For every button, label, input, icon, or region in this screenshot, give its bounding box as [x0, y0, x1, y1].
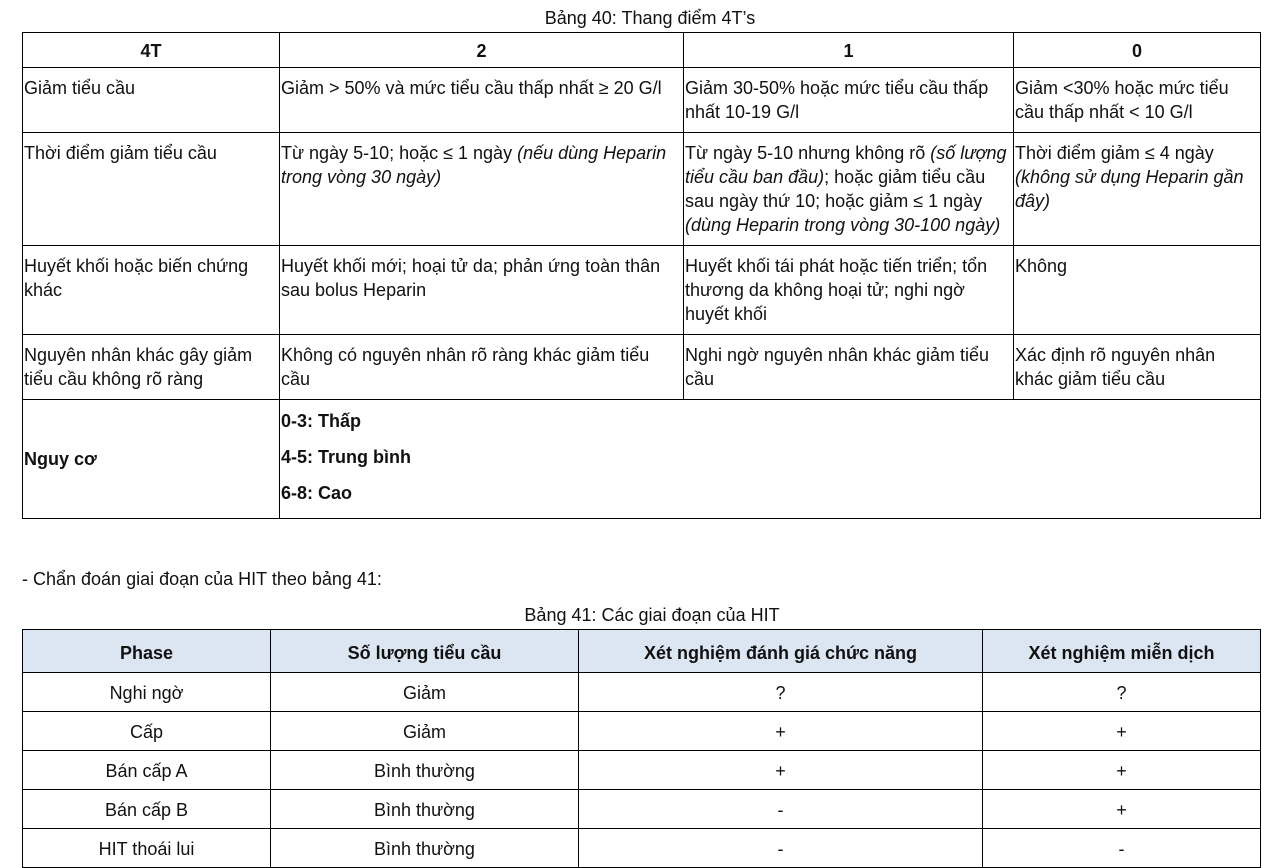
- table-row: [23, 133, 1261, 246]
- cell-text: Nghi ngờ nguyên nhân khác giảm tiểu cầu: [685, 345, 990, 389]
- risk-levels: [280, 400, 1261, 519]
- table-row: [23, 68, 1261, 133]
- risk-row: [23, 400, 1261, 519]
- score-cell-0: [1014, 133, 1261, 246]
- table-cell: +: [983, 751, 1261, 790]
- cell-note: (không sử dụng Heparin gần đây): [1015, 167, 1244, 211]
- table-40-caption: Bảng 40: Thang điểm 4T’s: [544, 8, 756, 28]
- criterion-cell: Huyết khối hoặc biến chứng khác: [23, 246, 280, 335]
- table-cell: Bình thường: [271, 790, 579, 829]
- table-cell: ?: [983, 673, 1261, 712]
- column-header: 2: [280, 33, 684, 68]
- cell-text: Giảm > 50% và mức tiểu cầu thấp nhất ≥ 20 G/l: [281, 78, 662, 98]
- table-row: [23, 673, 1261, 712]
- risk-level-high: 6-8: Cao: [281, 483, 353, 503]
- table-cell: Nghi ngờ: [23, 673, 271, 712]
- table-cell: HIT thoái lui: [23, 829, 271, 868]
- score-cell-2: [280, 133, 684, 246]
- table-hit-phases: [22, 629, 1261, 868]
- cell-text: Huyết khối mới; hoại tử da; phản ứng toàn thân sau bolus Heparin: [281, 256, 661, 300]
- criterion-cell: Nguyên nhân khác gây giảm tiểu cầu không rõ ràng: [23, 335, 280, 400]
- score-cell-1: [684, 335, 1014, 400]
- cell-text: Không có nguyên nhân rõ ràng khác giảm tiểu cầu: [281, 345, 650, 389]
- cell-note: (số lượng tiểu cầu ban đầu): [685, 143, 1007, 187]
- cell-text: Giảm 30-50% hoặc mức tiểu cầu thấp nhất 10-19 G/l: [685, 78, 989, 122]
- table-header-row: [23, 630, 1261, 673]
- table-cell: Bán cấp B: [23, 790, 271, 829]
- cell-text: Từ ngày 5-10 nhưng không rõ: [685, 143, 931, 163]
- score-cell-2: [280, 246, 684, 335]
- score-cell-0: [1014, 335, 1261, 400]
- table-row: [23, 712, 1261, 751]
- cell-text: Xác định rõ nguyên nhân khác giảm tiểu cầu: [1015, 345, 1216, 389]
- cell-text: Giảm <30% hoặc mức tiểu cầu thấp nhất < 10 G/l: [1015, 78, 1229, 122]
- column-header: Phase: [23, 630, 271, 673]
- cell-note: (nếu dùng Heparin trong vòng 30 ngày): [281, 143, 667, 187]
- table-cell: -: [579, 790, 983, 829]
- cell-text: Thời điểm giảm ≤ 4 ngày: [1015, 143, 1214, 163]
- score-cell-2: [280, 335, 684, 400]
- score-cell-2: [280, 68, 684, 133]
- table-cell: +: [983, 712, 1261, 751]
- table-cell: -: [579, 829, 983, 868]
- table-cell: Bình thường: [271, 829, 579, 868]
- table-row: [23, 751, 1261, 790]
- column-header: 0: [1014, 33, 1261, 68]
- cell-text: Từ ngày 5-10; hoặc ≤ 1 ngày: [281, 143, 518, 163]
- table-cell: Cấp: [23, 712, 271, 751]
- cell-text: ; hoặc giảm tiểu cầu sau ngày thứ 10; hoặc giảm ≤ 1 ngày: [685, 167, 986, 211]
- risk-level-medium: 4-5: Trung bình: [281, 447, 411, 467]
- score-cell-0: [1014, 246, 1261, 335]
- table-cell: Giảm: [271, 673, 579, 712]
- table-header-row: [23, 33, 1261, 68]
- table-cell: +: [579, 751, 983, 790]
- criterion-cell: Thời điểm giảm tiểu cầu: [23, 133, 280, 246]
- score-cell-0: [1014, 68, 1261, 133]
- cell-text: Huyết khối tái phát hoặc tiến triển; tổn thương da không hoại tử; nghi ngờ huyết khối: [685, 256, 988, 324]
- table-cell: -: [983, 829, 1261, 868]
- score-cell-1: [684, 133, 1014, 246]
- table-41-caption: Bảng 41: Các giai đoạn của HIT: [524, 605, 780, 625]
- column-header: Xét nghiệm miễn dịch: [983, 630, 1261, 673]
- table-row: [23, 335, 1261, 400]
- table-cell: +: [579, 712, 983, 751]
- score-cell-1: [684, 68, 1014, 133]
- table-cell: +: [983, 790, 1261, 829]
- table-cell: Bình thường: [271, 751, 579, 790]
- table-cell: ?: [579, 673, 983, 712]
- score-cell-1: [684, 246, 1014, 335]
- table-cell: Giảm: [271, 712, 579, 751]
- column-header: Số lượng tiểu cầu: [271, 630, 579, 673]
- risk-label: Nguy cơ: [23, 400, 280, 519]
- criterion-cell: Giảm tiểu cầu: [23, 68, 280, 133]
- risk-level-low: 0-3: Thấp: [281, 411, 362, 431]
- table-row: [23, 829, 1261, 868]
- column-header: 4T: [23, 33, 280, 68]
- table-row: [23, 790, 1261, 829]
- cell-note: (dùng Heparin trong vòng 30-100 ngày): [685, 215, 1001, 235]
- column-header: 1: [684, 33, 1014, 68]
- table-row: [23, 246, 1261, 335]
- column-header: Xét nghiệm đánh giá chức năng: [579, 630, 983, 673]
- cell-text: Không: [1015, 256, 1068, 276]
- phase-note: - Chẩn đoán giai đoạn của HIT theo bảng 41:: [22, 569, 382, 589]
- table-cell: Bán cấp A: [23, 751, 271, 790]
- table-4ts-score: [22, 32, 1261, 519]
